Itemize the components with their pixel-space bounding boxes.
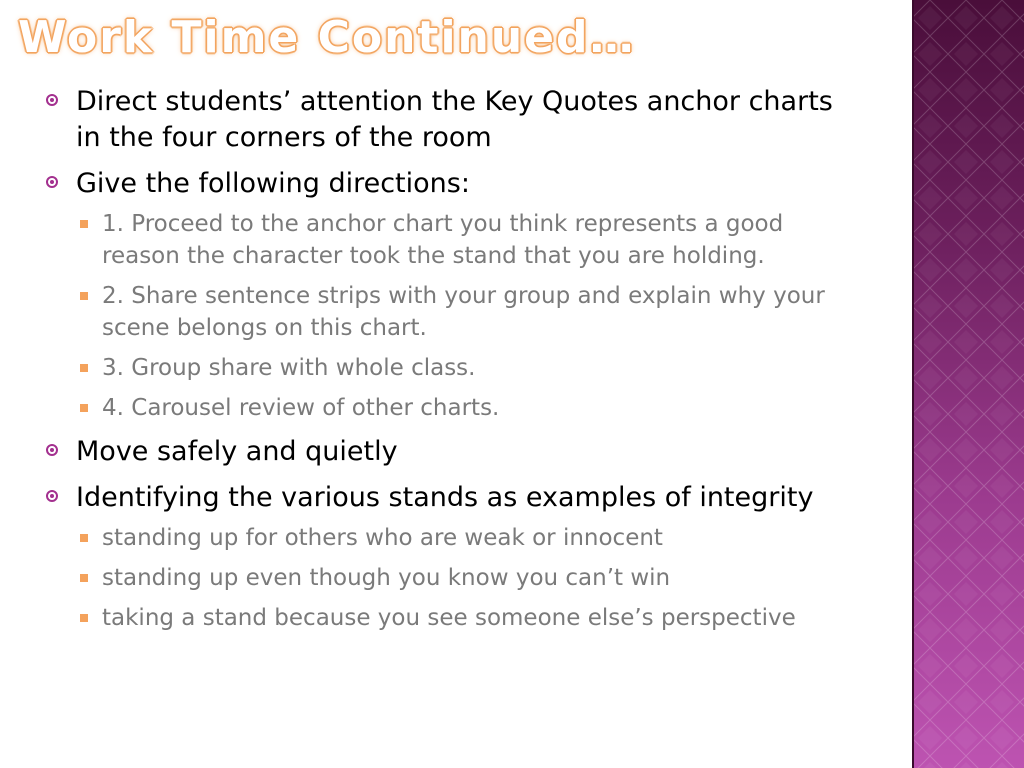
- slide-title: Work Time Continued…: [18, 12, 636, 63]
- sub-bullet-item: [76, 280, 862, 344]
- square-bullet-icon: [80, 574, 88, 582]
- sub-bullet-text: 3. Group share with whole class.: [102, 355, 476, 381]
- bullet-item: [42, 434, 862, 470]
- sub-bullet-item: [76, 562, 862, 594]
- bullet-item: [42, 480, 862, 634]
- sub-bullet-item: [76, 602, 862, 634]
- sub-bullet-item: [76, 208, 862, 272]
- sub-bullet-list: [76, 522, 862, 634]
- square-bullet-icon: [80, 292, 88, 300]
- sub-bullet-text: standing up even though you know you can’t win: [102, 565, 671, 591]
- sub-bullet-text: standing up for others who are weak or innocent: [102, 525, 663, 551]
- bullet-text: Identifying the various stands as examples of integrity: [76, 482, 814, 513]
- sub-bullet-item: [76, 352, 862, 384]
- square-bullet-icon: [80, 364, 88, 372]
- bullet-text: Direct students’ attention the Key Quotes anchor charts in the four corners of the room: [76, 86, 833, 153]
- circle-dot-bullet-icon: [46, 444, 58, 456]
- square-bullet-icon: [80, 220, 88, 228]
- panel-divider: [912, 0, 914, 768]
- sub-bullet-text: taking a stand because you see someone else’s perspective: [102, 605, 796, 631]
- sub-bullet-list: [76, 208, 862, 424]
- bullet-list: [42, 84, 862, 634]
- circle-dot-bullet-icon: [46, 176, 58, 188]
- bullet-text: Give the following directions:: [76, 168, 470, 199]
- sub-bullet-item: [76, 522, 862, 554]
- bullet-item: [42, 84, 862, 156]
- square-bullet-icon: [80, 534, 88, 542]
- sub-bullet-text: 1. Proceed to the anchor chart you think represents a good reason the character took the stand that you are holding.: [102, 211, 784, 269]
- square-bullet-icon: [80, 614, 88, 622]
- circle-dot-bullet-icon: [46, 94, 58, 106]
- square-bullet-icon: [80, 404, 88, 412]
- sub-bullet-text: 2. Share sentence strips with your group and explain why your scene belongs on this chart.: [102, 283, 825, 341]
- decorative-side-panel: [912, 0, 1024, 768]
- bullet-item: [42, 166, 862, 424]
- sub-bullet-item: [76, 392, 862, 424]
- diamond-pattern: [912, 0, 1024, 768]
- bullet-text: Move safely and quietly: [76, 436, 398, 467]
- sub-bullet-text: 4. Carousel review of other charts.: [102, 395, 500, 421]
- circle-dot-bullet-icon: [46, 490, 58, 502]
